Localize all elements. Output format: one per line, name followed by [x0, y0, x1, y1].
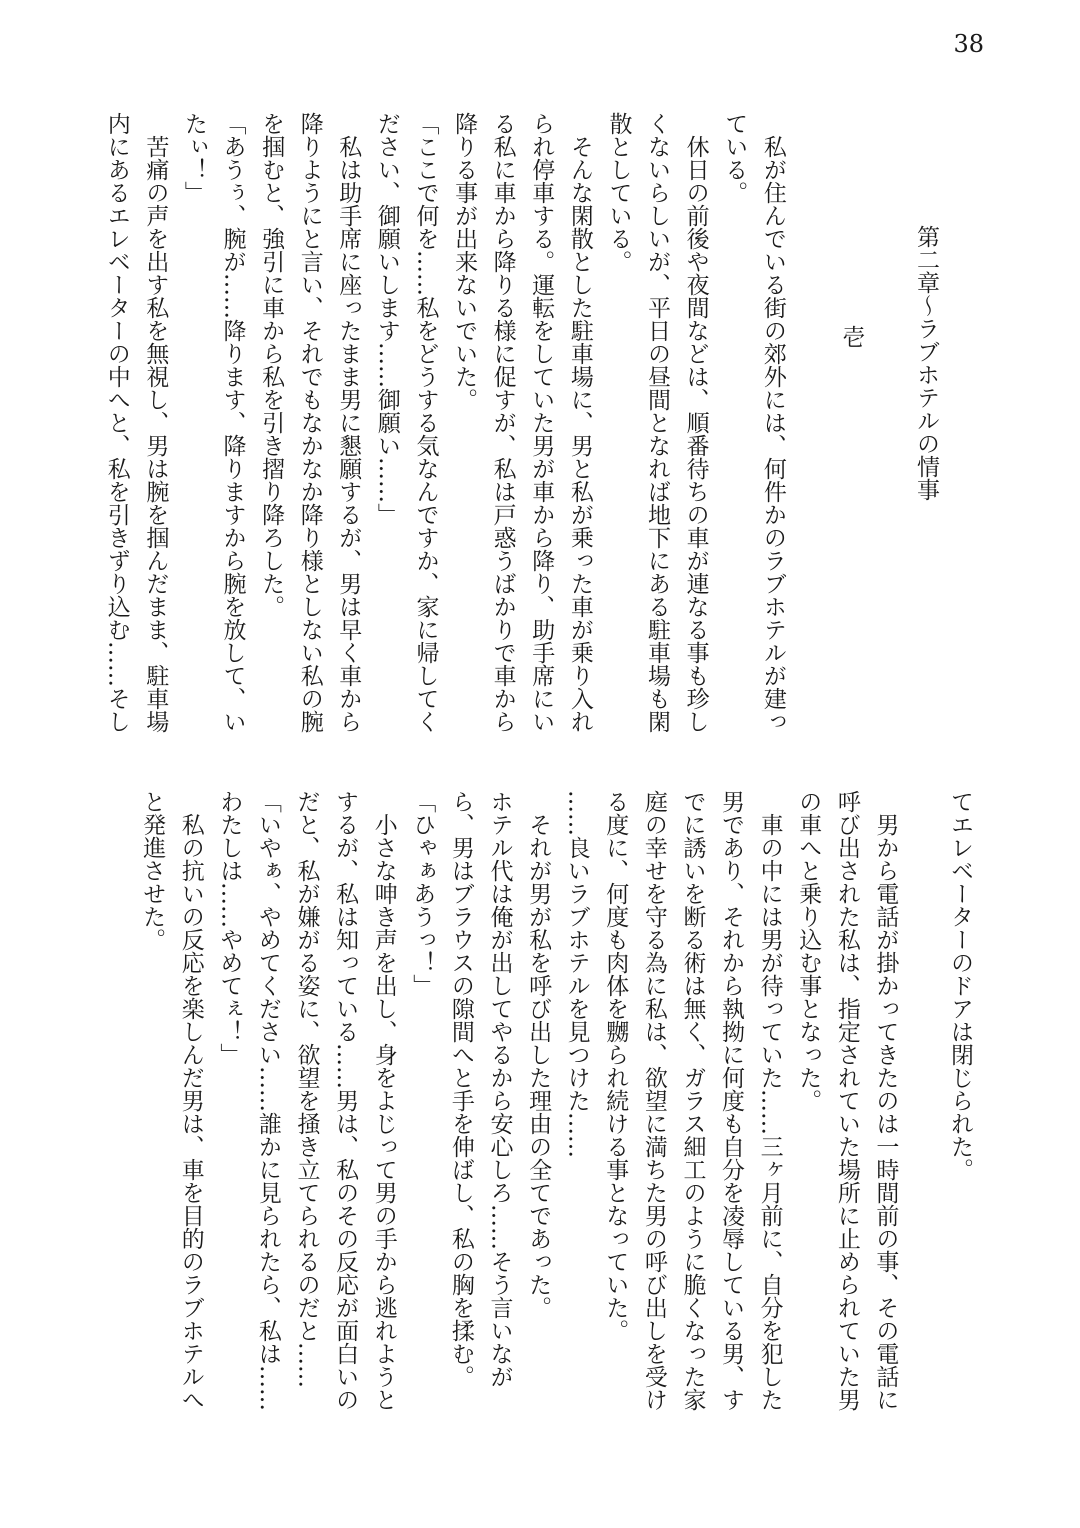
text-line: そんな閑散とした駐車場に、男と私が乗った車が乗り入れ [566, 135, 593, 733]
text-line: られ停車する。運転をしていた男が車から降り、助手席にい [528, 112, 555, 733]
text-line: 「ひゃぁあうっ！」 [409, 790, 436, 997]
text-line: たぃ！」 [180, 112, 207, 204]
text-line: 小さな呻き声を出し、身をよじって男の手から逃れようと [370, 813, 397, 1411]
text-line: る度に、何度も肉体を嬲られ続ける事となっていた。 [602, 790, 629, 1342]
text-line: ら、男はブラウスの隙間へと手を伸ばし、私の胸を揉む。 [447, 790, 474, 1388]
text-line: てエレベーターのドアは閉じられた。 [947, 790, 973, 1181]
text-line: くないらしいが、平日の昼間となれば地下にある駐車場も閑 [644, 112, 671, 733]
text-line: 降りようにと言い、それでもなかなか降り様としない私の腕 [296, 112, 323, 733]
text-line: と発進させた。 [139, 790, 166, 951]
text-line: 庭の幸せを守る為に私は、欲望に満ちた男の呼び出しを受け [640, 790, 667, 1411]
text-line: ……良いラブホテルを見つけた…… [563, 790, 590, 1158]
text-line: 私が住んでいる街の郊外には、何件かのラブホテルが建っ [759, 135, 786, 733]
text-line: 呼び出された私は、指定されていた場所に止められていた男 [833, 790, 860, 1411]
text-line: 散としている。 [605, 112, 632, 273]
text-line: 私は助手席に座ったまま男に懇願するが、男は早く車から [335, 135, 362, 733]
lower-text-block [133, 790, 979, 1430]
text-line: 「いやぁ、やめてください……誰かに見られたら、私は…… [254, 790, 281, 1411]
text-line: 内にあるエレベーターの中へと、私を引きずり込む……そし [103, 112, 130, 733]
text-line: を掴むと、強引に車から私を引き摺り降ろした。 [258, 112, 285, 618]
text-line: わたしは……やめてぇ！」 [216, 790, 243, 1066]
text-line: 男から電話が掛かってきたのは一時間前の事、その電話に [872, 813, 899, 1411]
section-title: 壱 [838, 325, 865, 348]
text-line: 「ここで何を……私をどうする気なんですか、家に帰してく [412, 112, 439, 733]
chapter-title: 第二章〜ラブホテルの情事 [913, 225, 939, 501]
text-line: の車へと乗り込む事となった。 [795, 790, 822, 1112]
text-line: するが、私は知っている……男は、私のその反応が面白いの [332, 790, 359, 1411]
text-line: ホテル代は俺が出してやるから安心しろ……そう言いなが [486, 790, 513, 1388]
page-number: 38 [953, 30, 984, 58]
upper-text-block [97, 112, 945, 752]
text-line: 「あうぅ、腕が……降ります、降りますから腕を放して、い [219, 112, 246, 733]
text-line: だと、私が嫌がる姿に、欲望を掻き立てられるのだと…… [293, 790, 320, 1388]
text-line: る私に車から降りる様に促すが、私は戸惑うばかりで車から [489, 112, 516, 733]
text-line: でに誘いを断る術は無く、ガラス細工のように脆くなった家 [679, 790, 706, 1411]
text-line: 降りる事が出来ないでいた。 [451, 112, 478, 411]
text-line: 私の抗いの反応を楽しんだ男は、車を目的のラブホテルへ [177, 813, 204, 1411]
text-line: 苦痛の声を出す私を無視し、男は腕を掴んだまま、駐車場 [142, 135, 169, 733]
text-line: 男であり、それから執拗に何度も自分を凌辱している男、す [718, 790, 745, 1411]
text-line: ださい、御願いします……御願い……」 [373, 112, 400, 526]
text-line: 休日の前後や夜間などは、順番待ちの車が連なる事も珍し [682, 135, 709, 733]
text-line: それが男が私を呼び出した理由の全てであった。 [525, 813, 552, 1319]
text-line: ている。 [721, 112, 748, 204]
text-line: 車の中には男が待っていた……三ヶ月前に、自分を犯した [756, 813, 783, 1411]
